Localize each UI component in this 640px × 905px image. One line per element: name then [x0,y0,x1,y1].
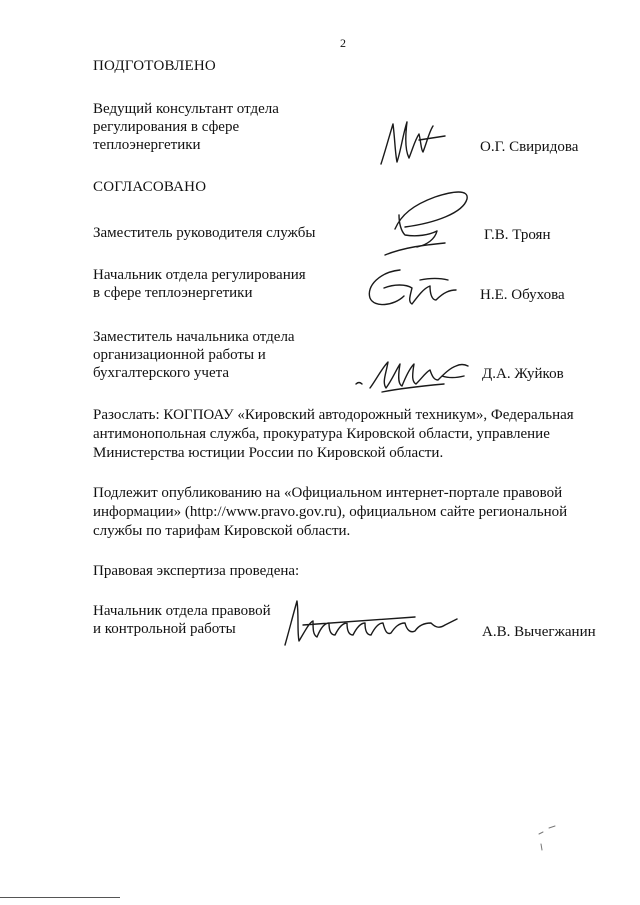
signature-sviridova [375,112,455,172]
agreed-signer-3-position-line-3: бухгалтерского учета [93,365,230,381]
distribution-line: Разослать: КОГПОАУ «Кировский автодорожный техникум», Федеральная [93,407,574,423]
publication-paragraph [93,484,603,541]
prepared-position-line-3: теплоэнергетики [93,137,201,153]
signature-troyan [365,185,475,265]
distribution-line: Министерства юстиции России по Кировской области. [93,445,444,461]
agreed-signer-2-position-line-1: Начальник отдела регулирования [93,267,306,283]
prepared-position-line-1: Ведущий консультант отдела [93,101,279,117]
legal-review-position-line-1: Начальник отдела правовой [93,603,271,619]
agreed-signer-2-position-line-2: в сфере теплоэнергетики [93,285,253,301]
agreed-signer-2-name: Н.Е. Обухова [480,287,565,303]
agreed-heading: СОГЛАСОВАНО [93,179,207,195]
legal-review-position-line-2: и контрольной работы [93,621,236,637]
agreed-signer-3-position-line-1: Заместитель начальника отдела [93,329,295,345]
signature-obukhova [360,262,470,312]
publication-line: службы по тарифам Кировской области. [93,523,351,539]
agreed-signer-3-name: Д.А. Жуйков [482,366,564,382]
publication-line: Подлежит опубликованию на «Официальном интернет-портале правовой [93,485,563,501]
signature-vychegzhanin [275,595,465,655]
legal-review-statement: Правовая экспертиза проведена: [93,563,300,579]
footer-rule [0,897,120,898]
stray-ink-marks [535,822,565,852]
distribution-line: антимонопольная служба, прокуратура Кировской области, управление [93,426,550,442]
distribution-paragraph [93,406,603,463]
agreed-signer-1-position: Заместитель руководителя службы [93,225,316,241]
prepared-signer-name: О.Г. Свиридова [480,139,579,155]
signature-zhuykov [352,352,477,397]
prepared-heading: ПОДГОТОВЛЕНО [93,58,216,74]
agreed-signer-3-position-line-2: организационной работы и [93,347,266,363]
legal-review-signer-name: А.В. Вычегжанин [482,624,596,640]
prepared-position-line-2: регулирования в сфере [93,119,240,135]
page-number: 2 [340,36,346,50]
publication-line: информации» (http://www.pravo.gov.ru), официальном сайте региональной [93,504,568,520]
agreed-signer-1-name: Г.В. Троян [484,227,551,243]
